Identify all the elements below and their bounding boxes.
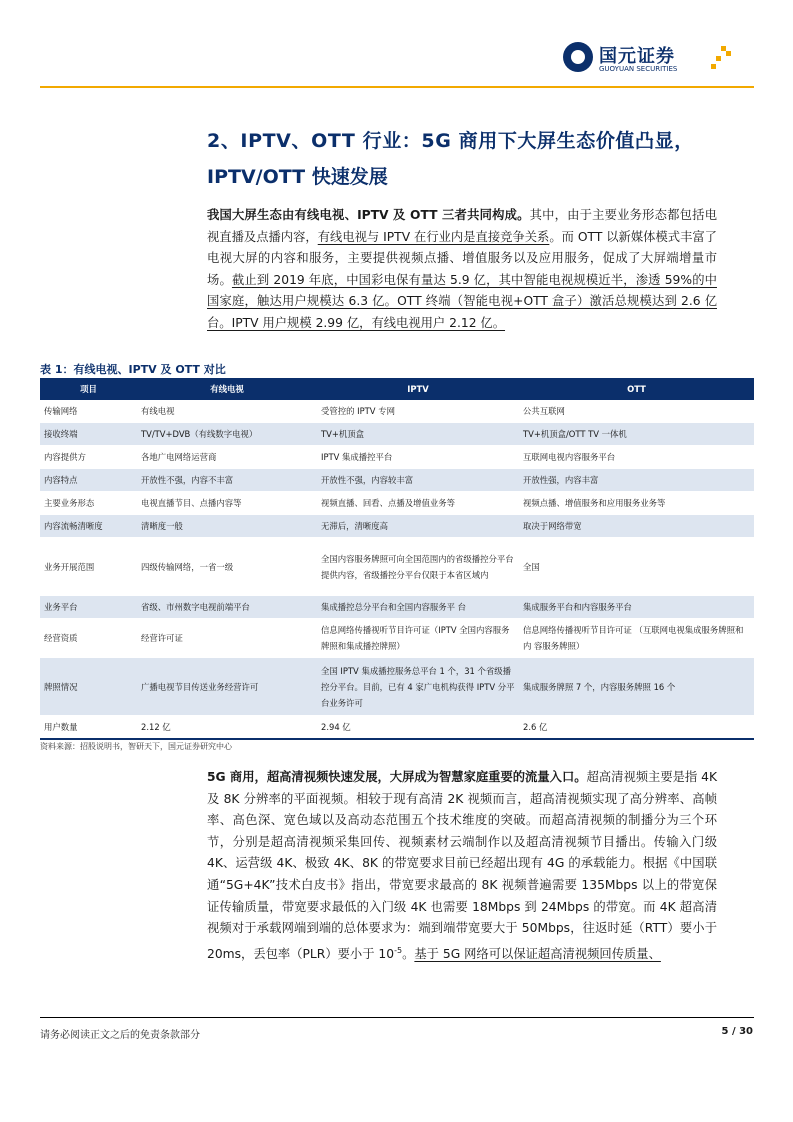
table-cell: 集成播控总分平台和全国内容服务平 台 [317,596,519,619]
table-cell: 四级传输网络，一省一级 [137,538,317,596]
table-row [40,469,754,492]
table-cell: 2.12 亿 [137,716,317,740]
intro-underline-1: 有线电视与 IPTV 在行业内是直接竞争关系 [317,229,550,244]
table-header-cell: OTT [627,384,646,394]
table-cell: 2.94 亿 [317,716,519,740]
table-cell: 2.6 亿 [519,716,754,740]
section-title-line1: 2、IPTV、OTT 行业：5G 商用下大屏生态价值凸显， [207,130,694,152]
table-row [40,596,754,619]
table-row [40,492,754,515]
table-cell: 内容特点 [40,469,137,492]
intro-text-2: 。而 OTT 以新媒体模式丰富了电视大屏的内容和服务，主要提供视频点播、增值服务以及应用服务，促成了大屏端增量市场。 [207,229,717,287]
table-row [40,619,754,658]
table-cell: TV+机顶盒/OTT TV 一体机 [519,423,754,446]
table-title: 表 1：有线电视、IPTV 及 OTT 对比 [40,363,226,376]
table-cell: 用户数量 [40,716,137,740]
table-cell: 电视直播节目、点播内容等 [137,492,317,515]
table-cell: 有线电视 [137,400,317,423]
header-divider [40,86,754,88]
table-cell: 开放性强，内容丰富 [519,469,754,492]
5g-paragraph [207,767,717,965]
table-cell: 清晰度一般 [137,515,317,538]
5g-underline-tail: 基于 5G 网络可以保证超高清视频回传质量、 [414,946,661,961]
table-cell: 内容流畅清晰度 [40,515,137,538]
page-number: 5 / 30 [721,1026,753,1037]
table-row [40,658,754,716]
table-cell: 主要业务形态 [40,492,137,515]
table-cell: 业务平台 [40,596,137,619]
table-row [40,716,754,740]
table-cell: 各地广电网络运营商 [137,446,317,469]
table-cell: 受管控的 IPTV 专网 [317,400,519,423]
table-cell: 接收终端 [40,423,137,446]
table-cell: 互联网电视内容服务平台 [519,446,754,469]
table-cell: 广播电视节目传送业务经营许可 [137,658,317,716]
table-cell: 集成服务牌照 7 个，内容服务牌照 16 个 [519,658,754,716]
table-cell: IPTV 集成播控平台 [317,446,519,469]
table-header-cell: IPTV [407,384,429,394]
5g-lead: 5G 商用，超高清视频快速发展，大屏成为智慧家庭重要的流量入口。 [207,770,587,784]
table-cell: 开放性不强，内容不丰富 [137,469,317,492]
table-cell: 全国 IPTV 集成播控服务总平台 1 个，31 个省级播控分平台。目前，已有 4 家广电机构获得 IPTV 分平台业务许可 [317,658,519,716]
intro-underline-2: 截止到 2019 年底，中国彩电保有量达 5.9 亿，其中智能电视规模近半，渗透 59%的中国家庭，触达用户规模达 6.3 亿。OTT 终端（智能电视+OTT 盒子）激活总规模达到 2.6 亿台。IPTV 用户规模 2.99 亿，有线电视用户 2.12 亿。 [207,272,717,330]
footer-divider [40,1017,754,1018]
table-cell: 全国内容服务牌照可向全国范围内的省级播控分平台提供内容，省级播控分平台仅限于本省区域内 [317,538,519,596]
table-cell: TV+机顶盒 [317,423,519,446]
table-cell: 开放性不强，内容较丰富 [317,469,519,492]
table-cell: 经营许可证 [137,619,317,658]
guoyuan-logo-icon [563,42,593,72]
table-cell: 省级、市州数字电视前端平台 [137,596,317,619]
comparison-table [40,378,754,740]
table-cell: 取决于网络带宽 [519,515,754,538]
table-cell: 集成服务平台和内容服务平台 [519,596,754,619]
table-cell: 无滞后，清晰度高 [317,515,519,538]
table-cell: 公共互联网 [519,400,754,423]
intro-lead: 我国大屏生态由有线电视、IPTV 及 OTT 三者共同构成。 [207,208,530,222]
table-cell: 业务开展范围 [40,538,137,596]
table-row [40,423,754,446]
section-title-line2: IPTV/OTT 快速发展 [207,166,388,188]
table-row [40,400,754,423]
table-cell: 经营资质 [40,619,137,658]
table-source: 资料来源：招股说明书，智研天下，国元证券研究中心 [40,742,232,751]
table-row [40,538,754,596]
table-row [40,515,754,538]
table-header-cell: 有线电视 [210,384,244,394]
table-cell: 牌照情况 [40,658,137,716]
footer-disclaimer: 请务必阅读正文之后的免责条款部分 [40,1030,200,1041]
5g-superscript: -5 [394,945,403,955]
table-cell: 内容提供方 [40,446,137,469]
5g-body-a: 超高清视频主要是指 4K 及 8K 分辨率的平面视频。相较于现有高清 2K 视频而言，超高清视频实现了高分辨率、高帧率、高色深、宽色域以及高动态范围五个技术维度的突破。而超高清视频的制播分为三个环节，分别是超高清视频采集回传、视频素材云端制作以及超高清视频节目播出。传输入门级 4K、运营级 4K、极致 4K、8K 的带宽要求目前已经超出现有 4G 的承载能力。根据《中国联通“5G+4K”技术白皮书》指出，带宽要求最高的 8K 视频普遍需要 135Mbps 以上的带宽保证传输质量，带宽要求最低的入门级 4K 也需要 18Mbps 到 24Mbps 的带宽。而 4K 超高清视频对于承载网端到端的总体要求为：端到端带宽要大于 50Mbps，往返时延（RTT）要小于 20ms，丢包率（PLR）要小于 10 [207,770,718,961]
5g-body-b: 。 [402,946,415,961]
logo-en-text: GUOYUAN SECURITIES [599,65,678,73]
intro-text-1: 其中，由于主要业务形态都包括电视直播及点播内容， [207,208,717,244]
table-cell: 信息网络传播视听节目许可证（IPTV 全国内容服务牌照和集成播控牌照） [317,619,519,658]
table-cell: 视频直播、回看、点播及增值业务等 [317,492,519,515]
logo-cn-text: 国元证券 [599,46,675,67]
table-header-cell: 项目 [80,384,97,394]
table-cell: 全国 [519,538,754,596]
table-cell: 传输网络 [40,400,137,423]
table-cell: 视频点播、增值服务和应用服务业务等 [519,492,754,515]
table-row [40,446,754,469]
table-cell: 信息网络传播视听节目许可证 （互联网电视集成服务牌照和内 容服务牌照） [519,619,754,658]
table-header-row [40,378,754,400]
intro-paragraph [207,205,717,335]
logo-dots-icon [711,46,731,72]
table-cell: TV/TV+DVB（有线数字电视） [137,423,317,446]
